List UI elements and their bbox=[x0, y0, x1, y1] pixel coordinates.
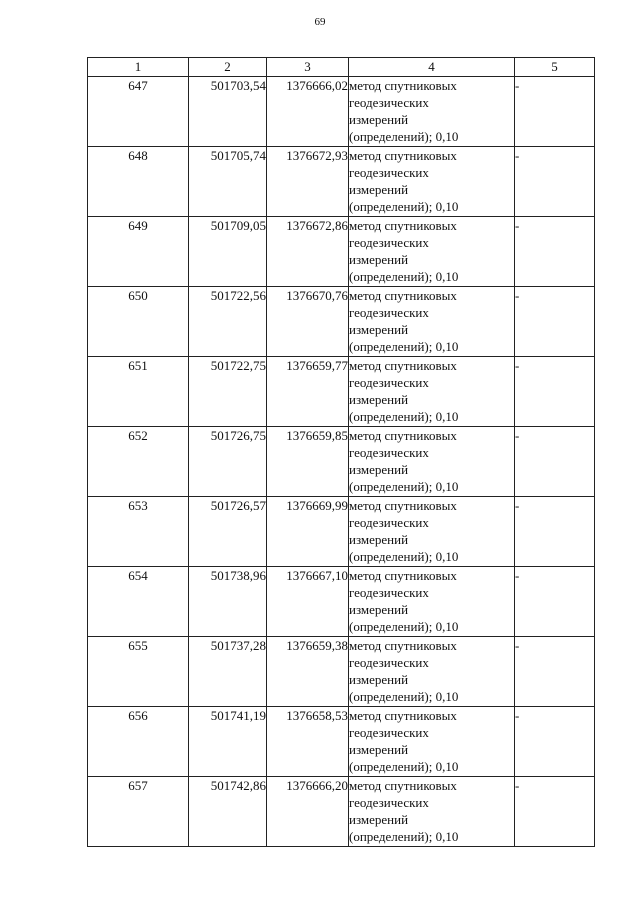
method-cell bbox=[349, 287, 515, 357]
y-coordinate-cell: 1376669,99 bbox=[267, 497, 349, 567]
method-cell bbox=[349, 637, 515, 707]
method-cell bbox=[349, 147, 515, 217]
point-number-cell: 653 bbox=[88, 497, 189, 567]
page-number: 69 bbox=[314, 16, 326, 28]
method-line: геодезических bbox=[349, 95, 429, 110]
x-coordinate-cell: 501737,28 bbox=[189, 637, 267, 707]
note-cell: - bbox=[515, 497, 595, 567]
method-line: метод спутниковых bbox=[349, 708, 457, 723]
table-row bbox=[88, 427, 595, 497]
method-line: измерений bbox=[349, 742, 409, 757]
method-line: (определений); 0,10 bbox=[349, 409, 459, 424]
method-line: геодезических bbox=[349, 795, 429, 810]
method-line: измерений bbox=[349, 252, 409, 267]
method-line: геодезических bbox=[349, 165, 429, 180]
x-coordinate-cell: 501722,75 bbox=[189, 357, 267, 427]
x-coordinate-cell: 501705,74 bbox=[189, 147, 267, 217]
method-line: геодезических bbox=[349, 725, 429, 740]
method-line: метод спутниковых bbox=[349, 358, 457, 373]
method-line: измерений bbox=[349, 112, 409, 127]
column-header-3: 3 bbox=[267, 58, 349, 77]
method-line: измерений bbox=[349, 672, 409, 687]
y-coordinate-cell: 1376666,02 bbox=[267, 77, 349, 147]
method-line: метод спутниковых bbox=[349, 778, 457, 793]
table-row bbox=[88, 147, 595, 217]
note-cell: - bbox=[515, 777, 595, 847]
y-coordinate-cell: 1376672,86 bbox=[267, 217, 349, 287]
x-coordinate-cell: 501741,19 bbox=[189, 707, 267, 777]
point-number-cell: 654 bbox=[88, 567, 189, 637]
point-number-cell: 652 bbox=[88, 427, 189, 497]
y-coordinate-cell: 1376659,85 bbox=[267, 427, 349, 497]
x-coordinate-cell: 501703,54 bbox=[189, 77, 267, 147]
method-cell bbox=[349, 497, 515, 567]
note-cell: - bbox=[515, 287, 595, 357]
method-line: измерений bbox=[349, 462, 409, 477]
x-coordinate-cell: 501722,56 bbox=[189, 287, 267, 357]
coordinates-table bbox=[87, 57, 595, 847]
table-row bbox=[88, 497, 595, 567]
column-header-1: 1 bbox=[88, 58, 189, 77]
method-line: геодезических bbox=[349, 305, 429, 320]
method-cell bbox=[349, 77, 515, 147]
table-row bbox=[88, 217, 595, 287]
method-line: метод спутниковых bbox=[349, 428, 457, 443]
table-row bbox=[88, 287, 595, 357]
method-line: геодезических bbox=[349, 445, 429, 460]
method-line: метод спутниковых bbox=[349, 78, 457, 93]
table-row bbox=[88, 357, 595, 427]
point-number-cell: 656 bbox=[88, 707, 189, 777]
x-coordinate-cell: 501726,75 bbox=[189, 427, 267, 497]
method-line: (определений); 0,10 bbox=[349, 759, 459, 774]
y-coordinate-cell: 1376672,93 bbox=[267, 147, 349, 217]
method-line: измерений bbox=[349, 392, 409, 407]
method-line: измерений bbox=[349, 182, 409, 197]
table-row bbox=[88, 77, 595, 147]
point-number-cell: 648 bbox=[88, 147, 189, 217]
column-header-2: 2 bbox=[189, 58, 267, 77]
method-cell bbox=[349, 217, 515, 287]
method-line: (определений); 0,10 bbox=[349, 479, 459, 494]
method-line: (определений); 0,10 bbox=[349, 549, 459, 564]
method-cell bbox=[349, 567, 515, 637]
method-line: (определений); 0,10 bbox=[349, 129, 459, 144]
method-cell bbox=[349, 707, 515, 777]
method-line: геодезических bbox=[349, 515, 429, 530]
table-header-row bbox=[88, 58, 595, 77]
method-cell bbox=[349, 357, 515, 427]
method-line: геодезических bbox=[349, 235, 429, 250]
method-line: геодезических bbox=[349, 655, 429, 670]
point-number-cell: 657 bbox=[88, 777, 189, 847]
method-line: метод спутниковых bbox=[349, 288, 457, 303]
x-coordinate-cell: 501726,57 bbox=[189, 497, 267, 567]
method-line: измерений bbox=[349, 532, 409, 547]
method-line: измерений bbox=[349, 322, 409, 337]
note-cell: - bbox=[515, 427, 595, 497]
y-coordinate-cell: 1376659,38 bbox=[267, 637, 349, 707]
note-cell: - bbox=[515, 567, 595, 637]
column-header-4: 4 bbox=[349, 58, 515, 77]
point-number-cell: 650 bbox=[88, 287, 189, 357]
y-coordinate-cell: 1376667,10 bbox=[267, 567, 349, 637]
method-line: (определений); 0,10 bbox=[349, 619, 459, 634]
method-cell bbox=[349, 777, 515, 847]
method-line: геодезических bbox=[349, 585, 429, 600]
method-line: метод спутниковых bbox=[349, 218, 457, 233]
note-cell: - bbox=[515, 217, 595, 287]
method-line: (определений); 0,10 bbox=[349, 829, 459, 844]
table-row bbox=[88, 567, 595, 637]
method-line: (определений); 0,10 bbox=[349, 689, 459, 704]
x-coordinate-cell: 501709,05 bbox=[189, 217, 267, 287]
x-coordinate-cell: 501742,86 bbox=[189, 777, 267, 847]
point-number-cell: 655 bbox=[88, 637, 189, 707]
column-header-5: 5 bbox=[515, 58, 595, 77]
y-coordinate-cell: 1376659,77 bbox=[267, 357, 349, 427]
note-cell: - bbox=[515, 637, 595, 707]
x-coordinate-cell: 501738,96 bbox=[189, 567, 267, 637]
point-number-cell: 649 bbox=[88, 217, 189, 287]
method-line: измерений bbox=[349, 812, 409, 827]
method-line: метод спутниковых bbox=[349, 498, 457, 513]
note-cell: - bbox=[515, 707, 595, 777]
table-row bbox=[88, 777, 595, 847]
y-coordinate-cell: 1376670,76 bbox=[267, 287, 349, 357]
note-cell: - bbox=[515, 77, 595, 147]
y-coordinate-cell: 1376658,53 bbox=[267, 707, 349, 777]
method-line: (определений); 0,10 bbox=[349, 269, 459, 284]
method-line: (определений); 0,10 bbox=[349, 199, 459, 214]
method-line: метод спутниковых bbox=[349, 148, 457, 163]
note-cell: - bbox=[515, 147, 595, 217]
note-cell: - bbox=[515, 357, 595, 427]
method-line: метод спутниковых bbox=[349, 638, 457, 653]
method-line: (определений); 0,10 bbox=[349, 339, 459, 354]
method-line: геодезических bbox=[349, 375, 429, 390]
method-line: измерений bbox=[349, 602, 409, 617]
table-row bbox=[88, 707, 595, 777]
point-number-cell: 647 bbox=[88, 77, 189, 147]
method-cell bbox=[349, 427, 515, 497]
table-row bbox=[88, 637, 595, 707]
point-number-cell: 651 bbox=[88, 357, 189, 427]
method-line: метод спутниковых bbox=[349, 568, 457, 583]
y-coordinate-cell: 1376666,20 bbox=[267, 777, 349, 847]
